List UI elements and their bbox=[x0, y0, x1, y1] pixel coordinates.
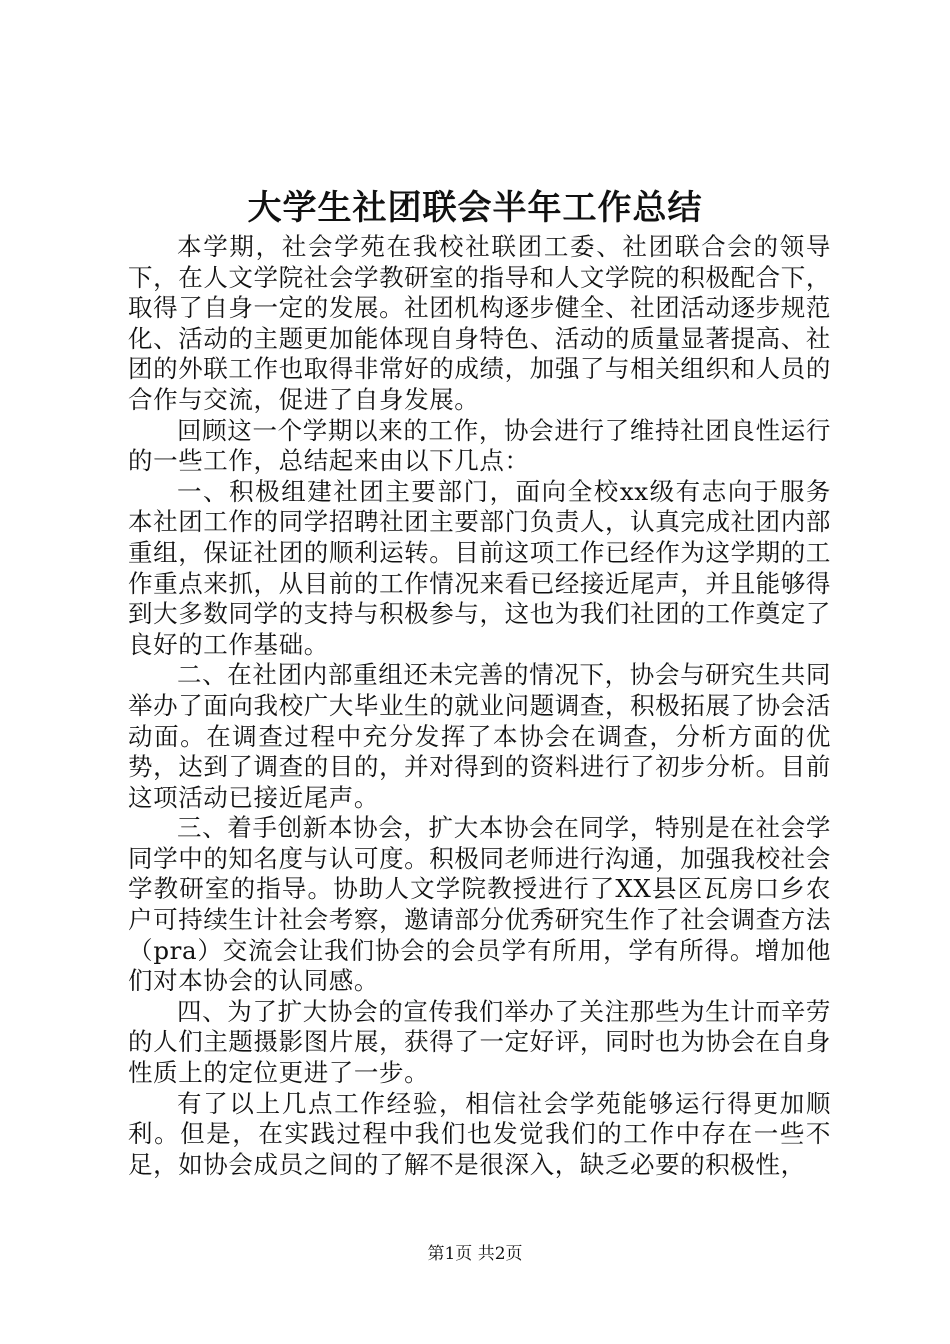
paragraph-review: 回顾这一个学期以来的工作，协会进行了维持社团良性运行的一些工作，总结起来由以下几点： bbox=[128, 415, 831, 476]
page-number-footer: 第1页 共2页 bbox=[427, 1244, 523, 1264]
document-title: 大学生社团联会半年工作总结 bbox=[247, 188, 703, 228]
paragraph-point-2: 二、在社团内部重组还未完善的情况下，协会与研究生共同举办了面向我校广大毕业生的就业问题调查，积极拓展了协会活动面。在调查过程中充分发挥了本协会在调查，分析方面的优势，达到了调查的目的，并对得到的资料进行了初步分析。目前这项活动已接近尾声。 bbox=[128, 660, 831, 812]
paragraph-point-4: 四、为了扩大协会的宣传我们举办了关注那些为生计而辛劳的人们主题摄影图片展，获得了一定好评，同时也为协会在自身性质上的定位更进了一步。 bbox=[128, 996, 831, 1088]
paragraph-point-3: 三、着手创新本协会，扩大本协会在同学，特别是在社会学同学中的知名度与认可度。积极同老师进行沟通，加强我校社会学教研室的指导。协助人文学院教授进行了XX县区瓦房口乡农户可持续生计社会考察，邀请部分优秀研究生作了社会调查方法（pra）交流会让我们协会的会员学有所用，学有所得。增加他们对本协会的认同感。 bbox=[128, 813, 831, 996]
paragraph-point-1: 一、积极组建社团主要部门，面向全校xx级有志向于服务本社团工作的同学招聘社团主要部门负责人，认真完成社团内部重组，保证社团的顺利运转。目前这项工作已经作为这学期的工作重点来抓，从目前的工作情况来看已经接近尾声，并且能够得到大多数同学的支持与积极参与，这也为我们社团的工作奠定了良好的工作基础。 bbox=[128, 476, 831, 659]
document-body bbox=[128, 232, 831, 1180]
paragraph-conclusion: 有了以上几点工作经验，相信社会学苑能够运行得更加顺利。但是，在实践过程中我们也发觉我们的工作中存在一些不足，如协会成员之间的了解不是很深入，缺乏必要的积极性， bbox=[128, 1088, 831, 1179]
paragraph-intro: 本学期，社会学苑在我校社联团工委、社团联合会的领导下，在人文学院社会学教研室的指导和人文学院的积极配合下，取得了自身一定的发展。社团机构逐步健全、社团活动逐步规范化、活动的主题更加能体现自身特色、活动的质量显著提高、社团的外联工作也取得非常好的成绩，加强了与相关组织和人员的合作与交流，促进了自身发展。 bbox=[128, 232, 831, 414]
